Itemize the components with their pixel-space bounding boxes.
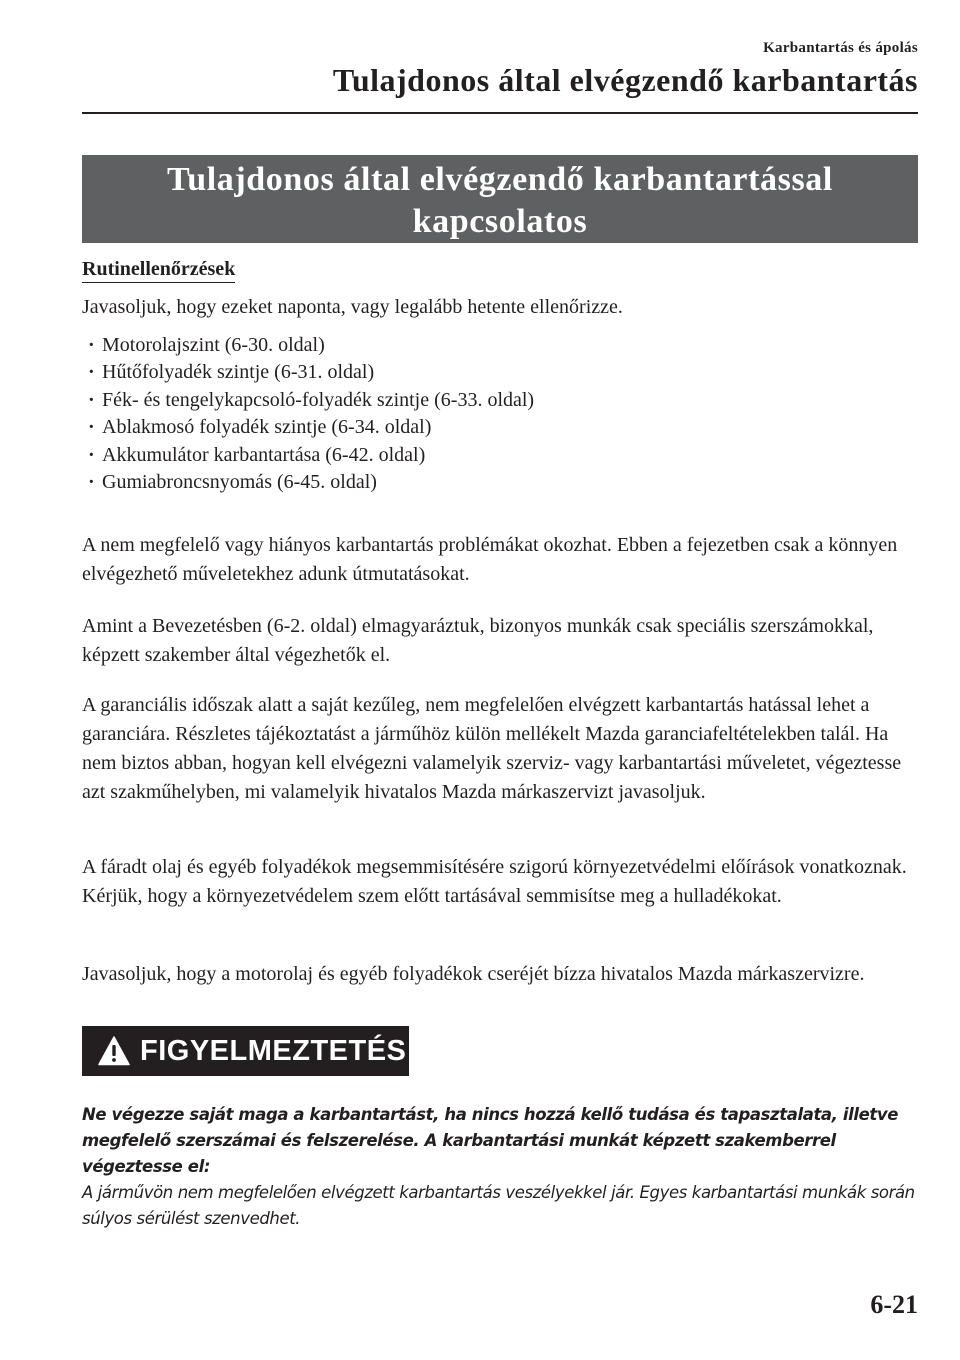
- list-item: · Gumiabroncsnyomás (6-45. oldal): [88, 469, 534, 496]
- paragraph-special-tools: Amint a Bevezetésben (6-2. oldal) elmagyaráztuk, bizonyos munkák csak speciális szerszámokkal, képzett szakember által végezhetők el.: [82, 615, 874, 666]
- header-chapter: Karbantartás és ápolás: [763, 40, 918, 56]
- list-item: · Ablakmosó folyadék szintje (6-34. oldal): [88, 414, 534, 441]
- paragraph-warranty: A garanciális időszak alatt a saját kezűleg, nem megfelelően elvégzett karbantartás hatással lehet a garanciára. Részletes tájékoztatást a járműhöz külön mellékelt Mazda garanciafeltételekben talál. Ha nem biztos abban, hogyan kell elvégezni valamelyik szerviz- vagy karbantartási műveletet, végeztesse azt szakműhelyben, mi valamelyik hivatalos Mazda márkaszervizt javasoljuk.: [82, 694, 902, 803]
- warning-bold-text: Ne végezze saját maga a karbantartást, ha nincs hozzá kellő tudása és tapasztalata, illetve megfelelő szerszámai és felszerelése. A karbantartási munkát képzett szakemberrel végeztesse el:: [82, 1105, 899, 1176]
- list-item: · Hűtőfolyadék szintje (6-31. oldal): [88, 359, 534, 386]
- paragraph-recommendation: Javasoljuk, hogy a motorolaj és egyéb folyadékok cseréjét bízza hivatalos Mazda márkaszervizre.: [82, 963, 865, 985]
- subheading: Rutinellenőrzések: [82, 257, 235, 283]
- section-title-line2: óvintézkedések: [386, 245, 614, 282]
- list-item: · Fék- és tengelykapcsoló-folyadék szintje (6-33. oldal): [88, 387, 534, 414]
- list-item: · Motorolajszint (6-30. oldal): [88, 332, 534, 359]
- header-title: Tulajdonos által elvégzendő karbantartás: [332, 62, 918, 98]
- section-title-line1: Tulajdonos által elvégzendő karbantartással kapcsolatos: [167, 161, 833, 240]
- warning-text: A járművön nem megfelelően elvégzett karbantartás veszélyekkel jár. Egyes karbantartási munkák során súlyos sérülést szenvedhet.: [82, 1183, 915, 1228]
- header-rule: [82, 112, 918, 114]
- paragraph-maintenance: A nem megfelelő vagy hiányos karbantartás problémákat okozhat. Ebben a fejezetben csak a könnyen elvégezhető műveletekhez adunk útmutatásokat.: [82, 534, 898, 585]
- warning-label: FIGYELMEZTETÉS: [140, 1034, 407, 1067]
- paragraph-environment: A fáradt olaj és egyéb folyadékok megsemmisítésére szigorú környezetvédelmi előírások vonatkoznak. Kérjük, hogy a környezetvédelem szem előtt tartásával semmisítse meg a hulladékokat.: [82, 856, 907, 907]
- warning-triangle-icon: [98, 1036, 130, 1066]
- intro-paragraph: Javasoljuk, hogy ezeket naponta, vagy legalább hetente ellenőrizze.: [82, 296, 623, 318]
- page-number: 6-21: [870, 1290, 918, 1319]
- warning-badge: [82, 1026, 409, 1076]
- checklist: [88, 332, 534, 496]
- list-item: · Akkumulátor karbantartása (6-42. oldal): [88, 442, 534, 469]
